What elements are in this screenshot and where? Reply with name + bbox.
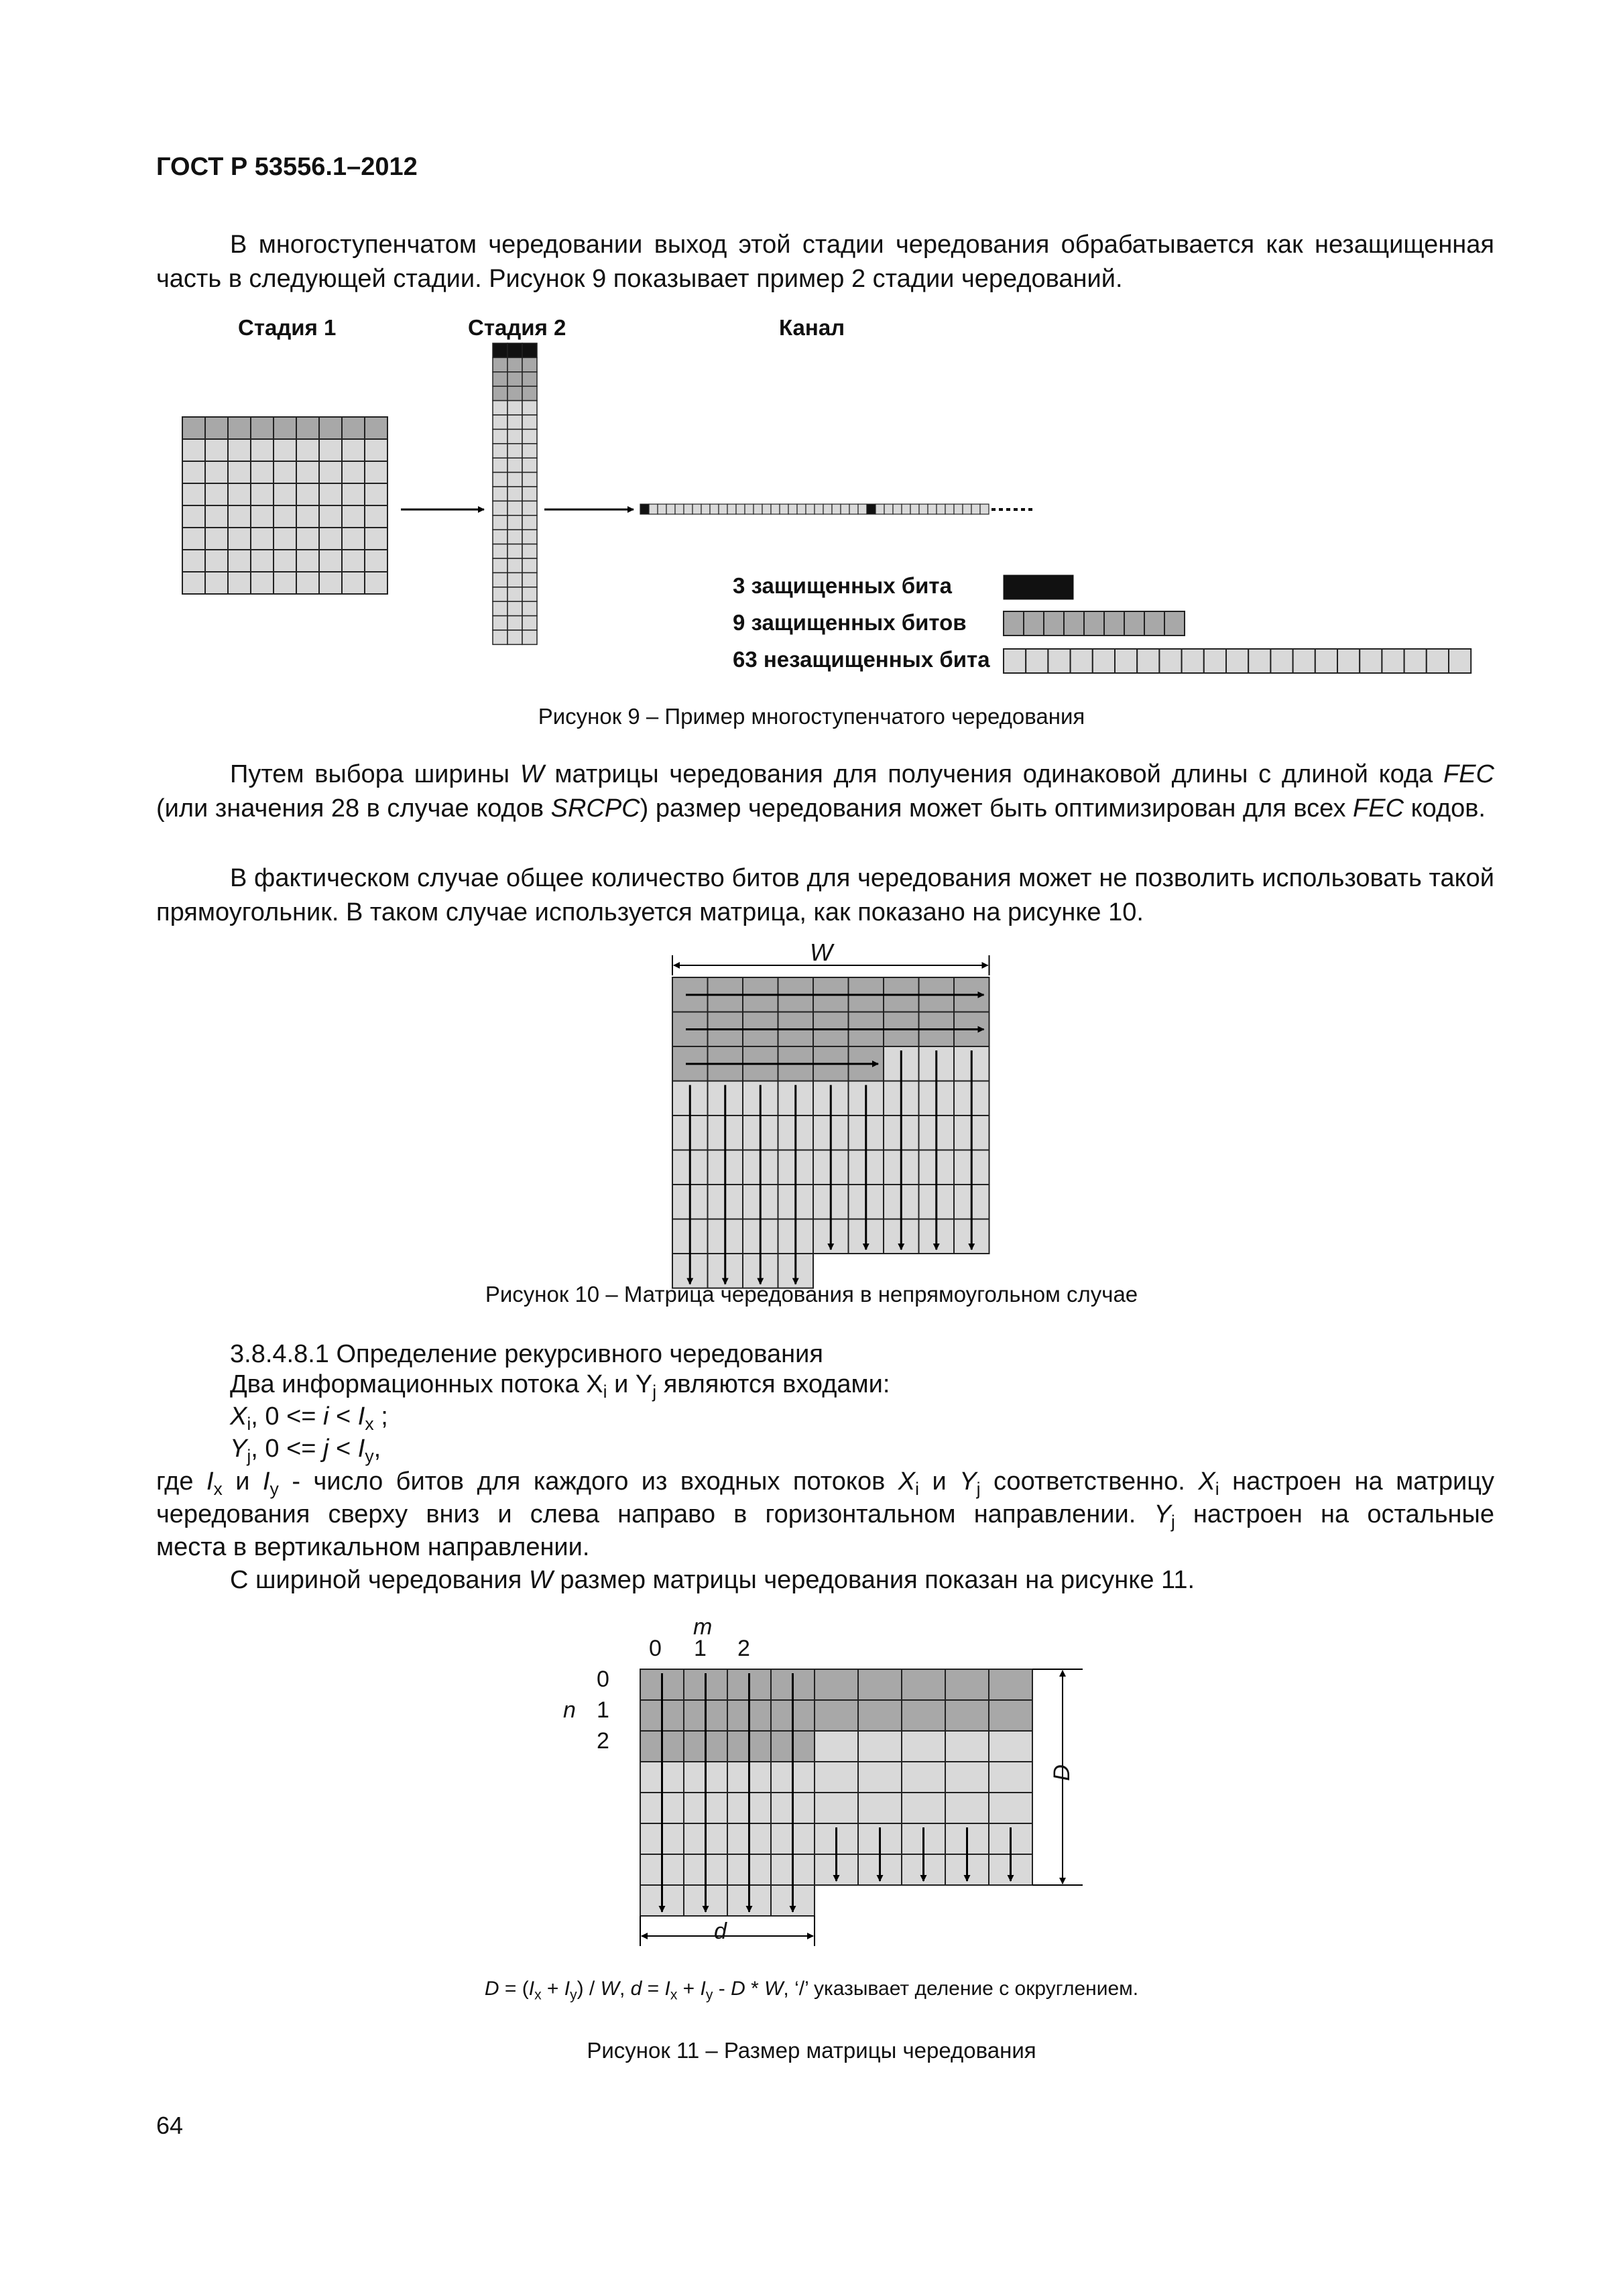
fig11-cell <box>989 1669 1032 1700</box>
x-condition: $X_i$, $0 <= i < I_x$ ; <box>230 1402 388 1434</box>
fig11-cell <box>815 1762 858 1793</box>
channel-label: Канал <box>779 315 845 340</box>
paragraph-figure-11: С шириной чередования W размер матрицы чередования показан на рисунке 11. <box>230 1566 1195 1594</box>
figure-10-caption: Рисунок 10 – Матрица чередования в непрямоугольном случае <box>485 1282 1138 1307</box>
D-label: D <box>1048 1764 1075 1781</box>
fig11-cell <box>858 1669 902 1700</box>
where-line-3: места в вертикальном направлении. <box>156 1533 590 1561</box>
fig11-cell <box>858 1793 902 1823</box>
section-heading: 3.8.4.8.1 Определение рекурсивного чередования <box>230 1340 823 1368</box>
m-label: m <box>693 1614 713 1640</box>
fig11-cell <box>815 1700 858 1731</box>
col-2-label: 2 <box>737 1636 750 1661</box>
legend-9-label: 9 защищенных битов <box>733 610 967 635</box>
w-label: W <box>810 939 833 966</box>
paragraph-width: Путем выбора ширины W матрицы чередования для получения одинаковой длины с длиной кода FEC (или значения 28 в случае кодов SRCPC) размер чередования может быть оптимизирован для всех FEC кодов. <box>156 760 1494 823</box>
fig11-cell <box>902 1762 945 1793</box>
fig11-cell <box>858 1700 902 1731</box>
col-1-label: 1 <box>694 1636 707 1661</box>
fig11-cell <box>902 1700 945 1731</box>
fig11-cell <box>858 1762 902 1793</box>
formula-line: $D = (I_x + I_y) / W$, $d = I_x + I_y - D * W$, ‘/’ указывает деление с округлением. <box>484 1978 1139 2003</box>
legend-3-label: 3 защищенных бита <box>733 573 952 598</box>
intro-paragraph: В многоступенчатом чередовании выход этой стадии чередования обрабатывается как незащищенная часть в следующей стадии. Рисунок 9 показывает пример 2 стадии чередований. <box>156 231 1494 293</box>
fig11-cell <box>902 1793 945 1823</box>
row-0-label: 0 <box>597 1667 609 1692</box>
fig11-cell <box>989 1762 1032 1793</box>
document-header: ГОСТ Р 53556.1–2012 <box>156 153 418 181</box>
where-line-2: чередования сверху вниз и слева направо в горизонтальном направлении. $Y_j$ настроен на остальные <box>156 1500 1494 1532</box>
fig11-cell <box>945 1762 989 1793</box>
fig11-cell <box>945 1793 989 1823</box>
col-0-label: 0 <box>649 1636 662 1661</box>
legend-63-label: 63 незащищенных бита <box>733 647 990 672</box>
fig11-cell <box>945 1700 989 1731</box>
y-condition: $Y_j$, $0 <= j < I_y$, <box>230 1435 381 1466</box>
fig11-cell <box>902 1731 945 1762</box>
inputs-line: Два информационных потока $X_i$ и $Y_j$ являются входами: <box>230 1370 890 1402</box>
stage2-label: Стадия 2 <box>468 315 566 340</box>
figure-9-caption: Рисунок 9 – Пример многоступенчатого чередования <box>538 704 1085 729</box>
fig11-cell <box>815 1731 858 1762</box>
stage1-label: Стадия 1 <box>238 315 337 340</box>
row-1-label: 1 <box>597 1697 609 1723</box>
row-2-label: 2 <box>597 1728 609 1754</box>
fig11-cell <box>989 1731 1032 1762</box>
fig11-cell <box>989 1793 1032 1823</box>
fig11-cell <box>902 1669 945 1700</box>
fig11-cell <box>945 1669 989 1700</box>
fig11-cell <box>945 1731 989 1762</box>
paragraph-rectangle: В фактическом случае общее количество битов для чередования может не позволить использовать такой прямоугольник. В таком случае используется матрица, как показано на рисунке 10. <box>156 864 1494 926</box>
fig11-cell <box>858 1731 902 1762</box>
fig11-cell <box>815 1793 858 1823</box>
fig11-cell <box>989 1700 1032 1731</box>
page-number: 64 <box>156 2112 184 2139</box>
n-label: n <box>563 1697 576 1723</box>
fig11-cell <box>815 1669 858 1700</box>
d-label: d <box>714 1919 727 1944</box>
figure-11-caption: Рисунок 11 – Размер матрицы чередования <box>587 2038 1036 2063</box>
where-line-1: где $I_x$ и $I_y$ - число битов для каждого из входных потоков $X_i$ и $Y_j$ соответственно. $X_i$ настроен на матрицу <box>156 1467 1495 1499</box>
